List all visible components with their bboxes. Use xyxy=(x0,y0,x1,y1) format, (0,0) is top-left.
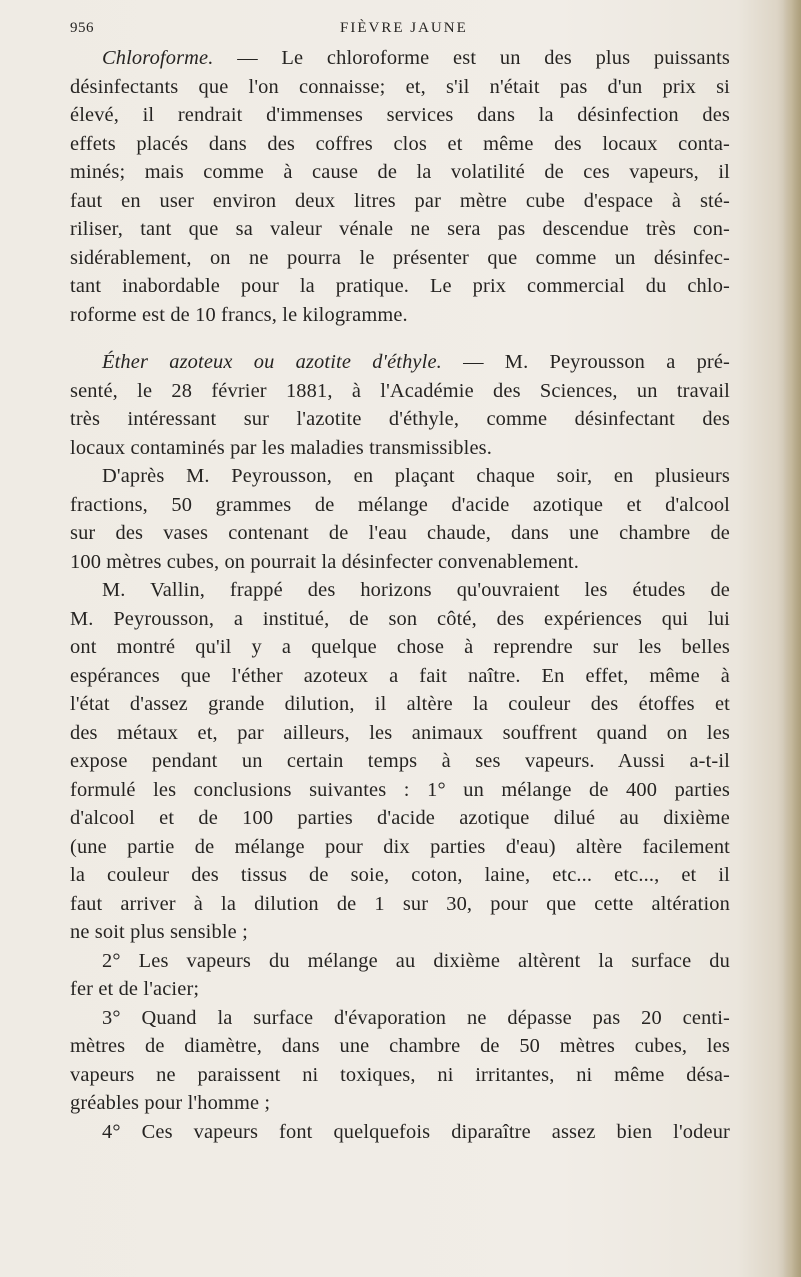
body-text xyxy=(70,44,730,1146)
section-heading: Éther azoteux ou azotite d'éthyle. xyxy=(102,351,442,373)
text-line: sur des vases contenant de l'eau chaude, dans une chambre de xyxy=(70,522,730,544)
text-line: effets placés dans des coffres clos et même des locaux conta- xyxy=(70,132,730,155)
running-head: FIÈVRE JAUNE xyxy=(340,20,468,36)
text-line: D'après M. Peyrousson, en plaçant chaque soir, en plusieurs xyxy=(102,465,730,487)
text-line: la couleur des tissus de soie, coton, laine, etc... etc..., et il xyxy=(70,864,730,886)
text-line: élevé, il rendrait d'immenses services dans la désinfection des xyxy=(70,104,730,126)
page-header xyxy=(70,20,730,42)
text-line: expose pendant un certain temps à ses vapeurs. Aussi a-t-il xyxy=(70,750,730,772)
text-line: l'état d'assez grande dilution, il altère la couleur des étoffes et xyxy=(70,693,730,715)
text-line: senté, le 28 février 1881, à l'Académie des Sciences, un travail xyxy=(70,379,730,402)
text-line: Chloroforme. — Le chloroforme est un des plus puissants xyxy=(102,47,730,69)
text-line: mètres de diamètre, dans une chambre de 50 mètres cubes, les xyxy=(70,1035,730,1057)
text-line: Éther azoteux ou azotite d'éthyle. — M. Peyrousson a pré- xyxy=(102,351,730,373)
text-line: très intéressant sur l'azotite d'éthyle, comme désinfectant des xyxy=(70,408,730,430)
text-line: minés; mais comme à cause de la volatilité de ces vapeurs, il xyxy=(70,161,730,183)
section-heading: Chloroforme. xyxy=(102,47,214,69)
text-line: fer et de l'acier; xyxy=(70,978,200,1000)
text-line: (une partie de mélange pour dix parties d'eau) altère facilement xyxy=(70,835,730,858)
text-line: tant inabordable pour la pratique. Le prix commercial du chlo- xyxy=(70,275,730,297)
text-line: d'alcool et de 100 parties d'acide azotique dilué au dixième xyxy=(70,807,730,829)
text-line: M. Peyrousson, a institué, de son côté, des expériences qui lui xyxy=(70,607,730,630)
text-line: gréables pour l'homme ; xyxy=(70,1092,271,1114)
text-line: fractions, 50 grammes de mélange d'acide azotique et d'alcool xyxy=(70,493,730,516)
text-line: 100 mètres cubes, on pourrait la désinfecter convenablement. xyxy=(70,550,579,573)
text-line: espérances que l'éther azoteux a fait naître. En effet, même à xyxy=(70,664,730,687)
text-line: M. Vallin, frappé des horizons qu'ouvraient les études de xyxy=(102,579,730,601)
text-line: ont montré qu'il y a quelque chose à reprendre sur les belles xyxy=(70,636,730,658)
text-line: vapeurs ne paraissent ni toxiques, ni irritantes, ni même désa- xyxy=(70,1063,730,1086)
text-line: locaux contaminés par les maladies transmissibles. xyxy=(70,436,493,459)
page-edge-shadow xyxy=(783,0,801,1277)
text-line: des métaux et, par ailleurs, les animaux souffrent quand on les xyxy=(70,721,730,744)
text-line: riliser, tant que sa valeur vénale ne sera pas descendue très con- xyxy=(70,218,730,240)
text-line: roforme est de 10 francs, le kilogramme. xyxy=(70,303,408,326)
text-line: faut arriver à la dilution de 1 sur 30, pour que cette altération xyxy=(70,892,730,915)
text-line: 3° Quand la surface d'évaporation ne dépasse pas 20 centi- xyxy=(102,1006,730,1029)
page-number: 956 xyxy=(70,20,94,36)
text-line: faut en user environ deux litres par mètre cube d'espace à sté- xyxy=(70,189,730,212)
text-line: formulé les conclusions suivantes : 1° un mélange de 400 parties xyxy=(70,778,730,801)
text-line: 2° Les vapeurs du mélange au dixième altèrent la surface du xyxy=(102,949,730,972)
text-line: sidérablement, on ne pourra le présenter que comme un désinfec- xyxy=(70,246,730,269)
text-line: désinfectants que l'on connaisse; et, s'il n'était pas d'un prix si xyxy=(70,75,730,98)
text-line: 4° Ces vapeurs font quelquefois diparaître assez bien l'odeur xyxy=(102,1120,730,1143)
text-line: ne soit plus sensible ; xyxy=(70,921,248,943)
